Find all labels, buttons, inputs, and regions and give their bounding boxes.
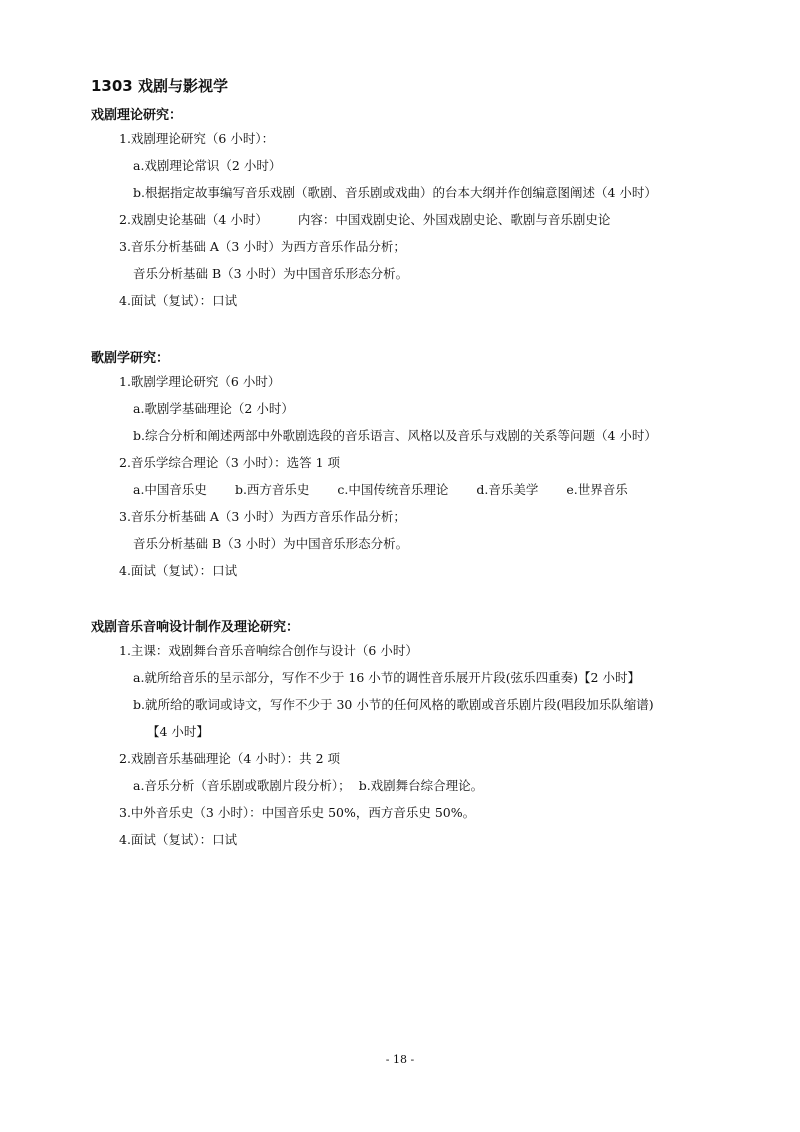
list-subitem-continuation: 【4 小时】 (147, 724, 209, 739)
list-subitem: a.戏剧理论常识（2 小时） (133, 158, 282, 173)
list-item (119, 212, 610, 228)
item-content: 内容：中国戏剧史论、外国戏剧史论、歌剧与音乐剧史论 (297, 212, 611, 227)
list-item: 2.音乐学综合理论（3 小时）：选答 1 项 (119, 455, 341, 470)
option-item: e.世界音乐 (566, 482, 628, 497)
list-item: 4.面试（复试）：口试 (119, 563, 238, 578)
list-subitem: a.歌剧学基础理论（2 小时） (133, 401, 294, 416)
item-label: 2.戏剧史论基础（4 小时） (119, 212, 268, 227)
list-subitem: b.根据指定故事编写音乐戏剧（歌剧、音乐剧或戏曲）的台本大纲并作创编意图阐述（4 小时） (133, 185, 657, 200)
section-heading: 歌剧学研究： (91, 351, 170, 366)
page-title: 1303 戏剧与影视学 (91, 77, 228, 95)
option-item: c.中国传统音乐理论 (337, 482, 449, 497)
list-item: 2.戏剧音乐基础理论（4 小时）：共 2 项 (119, 751, 341, 766)
list-item: 4.面试（复试）：口试 (119, 293, 238, 308)
list-subitem: a.就所给音乐的呈示部分，写作不少于 16 小节的调性音乐展开片段(弦乐四重奏)【2 小时】 (133, 670, 640, 685)
list-item: 3.音乐分析基础 A（3 小时）为西方音乐作品分析； (119, 509, 406, 524)
option-item: a.中国音乐史 (133, 482, 207, 497)
option-row (133, 482, 628, 498)
list-item: 4.面试（复试）：口试 (119, 832, 238, 847)
list-subitem: 音乐分析基础 B（3 小时）为中国音乐形态分析。 (133, 266, 409, 281)
list-item: 3.音乐分析基础 A（3 小时）为西方音乐作品分析； (119, 239, 406, 254)
list-subitem (133, 778, 483, 794)
list-item: 3.中外音乐史（3 小时）：中国音乐史 50%，西方音乐史 50%。 (119, 805, 476, 820)
option-item: d.音乐美学 (476, 482, 539, 497)
section-heading: 戏剧理论研究： (91, 108, 183, 123)
list-item: 1.主课：戏剧舞台音乐音响综合创作与设计（6 小时） (119, 643, 418, 658)
subitem-part: b.戏剧舞台综合理论。 (358, 778, 484, 793)
page-number: - 18 - (385, 1053, 415, 1066)
list-item: 1.戏剧理论研究（6 小时）： (119, 131, 275, 146)
list-subitem: b.综合分析和阐述两部中外歌剧选段的音乐语言、风格以及音乐与戏剧的关系等问题（4 小时） (133, 428, 657, 443)
option-item: b.西方音乐史 (234, 482, 310, 497)
subitem-part: a.音乐分析（音乐剧或歌剧片段分析）； (133, 778, 351, 793)
list-item: 1.歌剧学理论研究（6 小时） (119, 374, 281, 389)
list-subitem: b.就所给的歌词或诗文，写作不少于 30 小节的任何风格的歌剧或音乐剧片段(唱段加乐队缩谱) (133, 697, 654, 712)
section-heading: 戏剧音乐音响设计制作及理论研究： (91, 620, 300, 635)
list-subitem: 音乐分析基础 B（3 小时）为中国音乐形态分析。 (133, 536, 409, 551)
